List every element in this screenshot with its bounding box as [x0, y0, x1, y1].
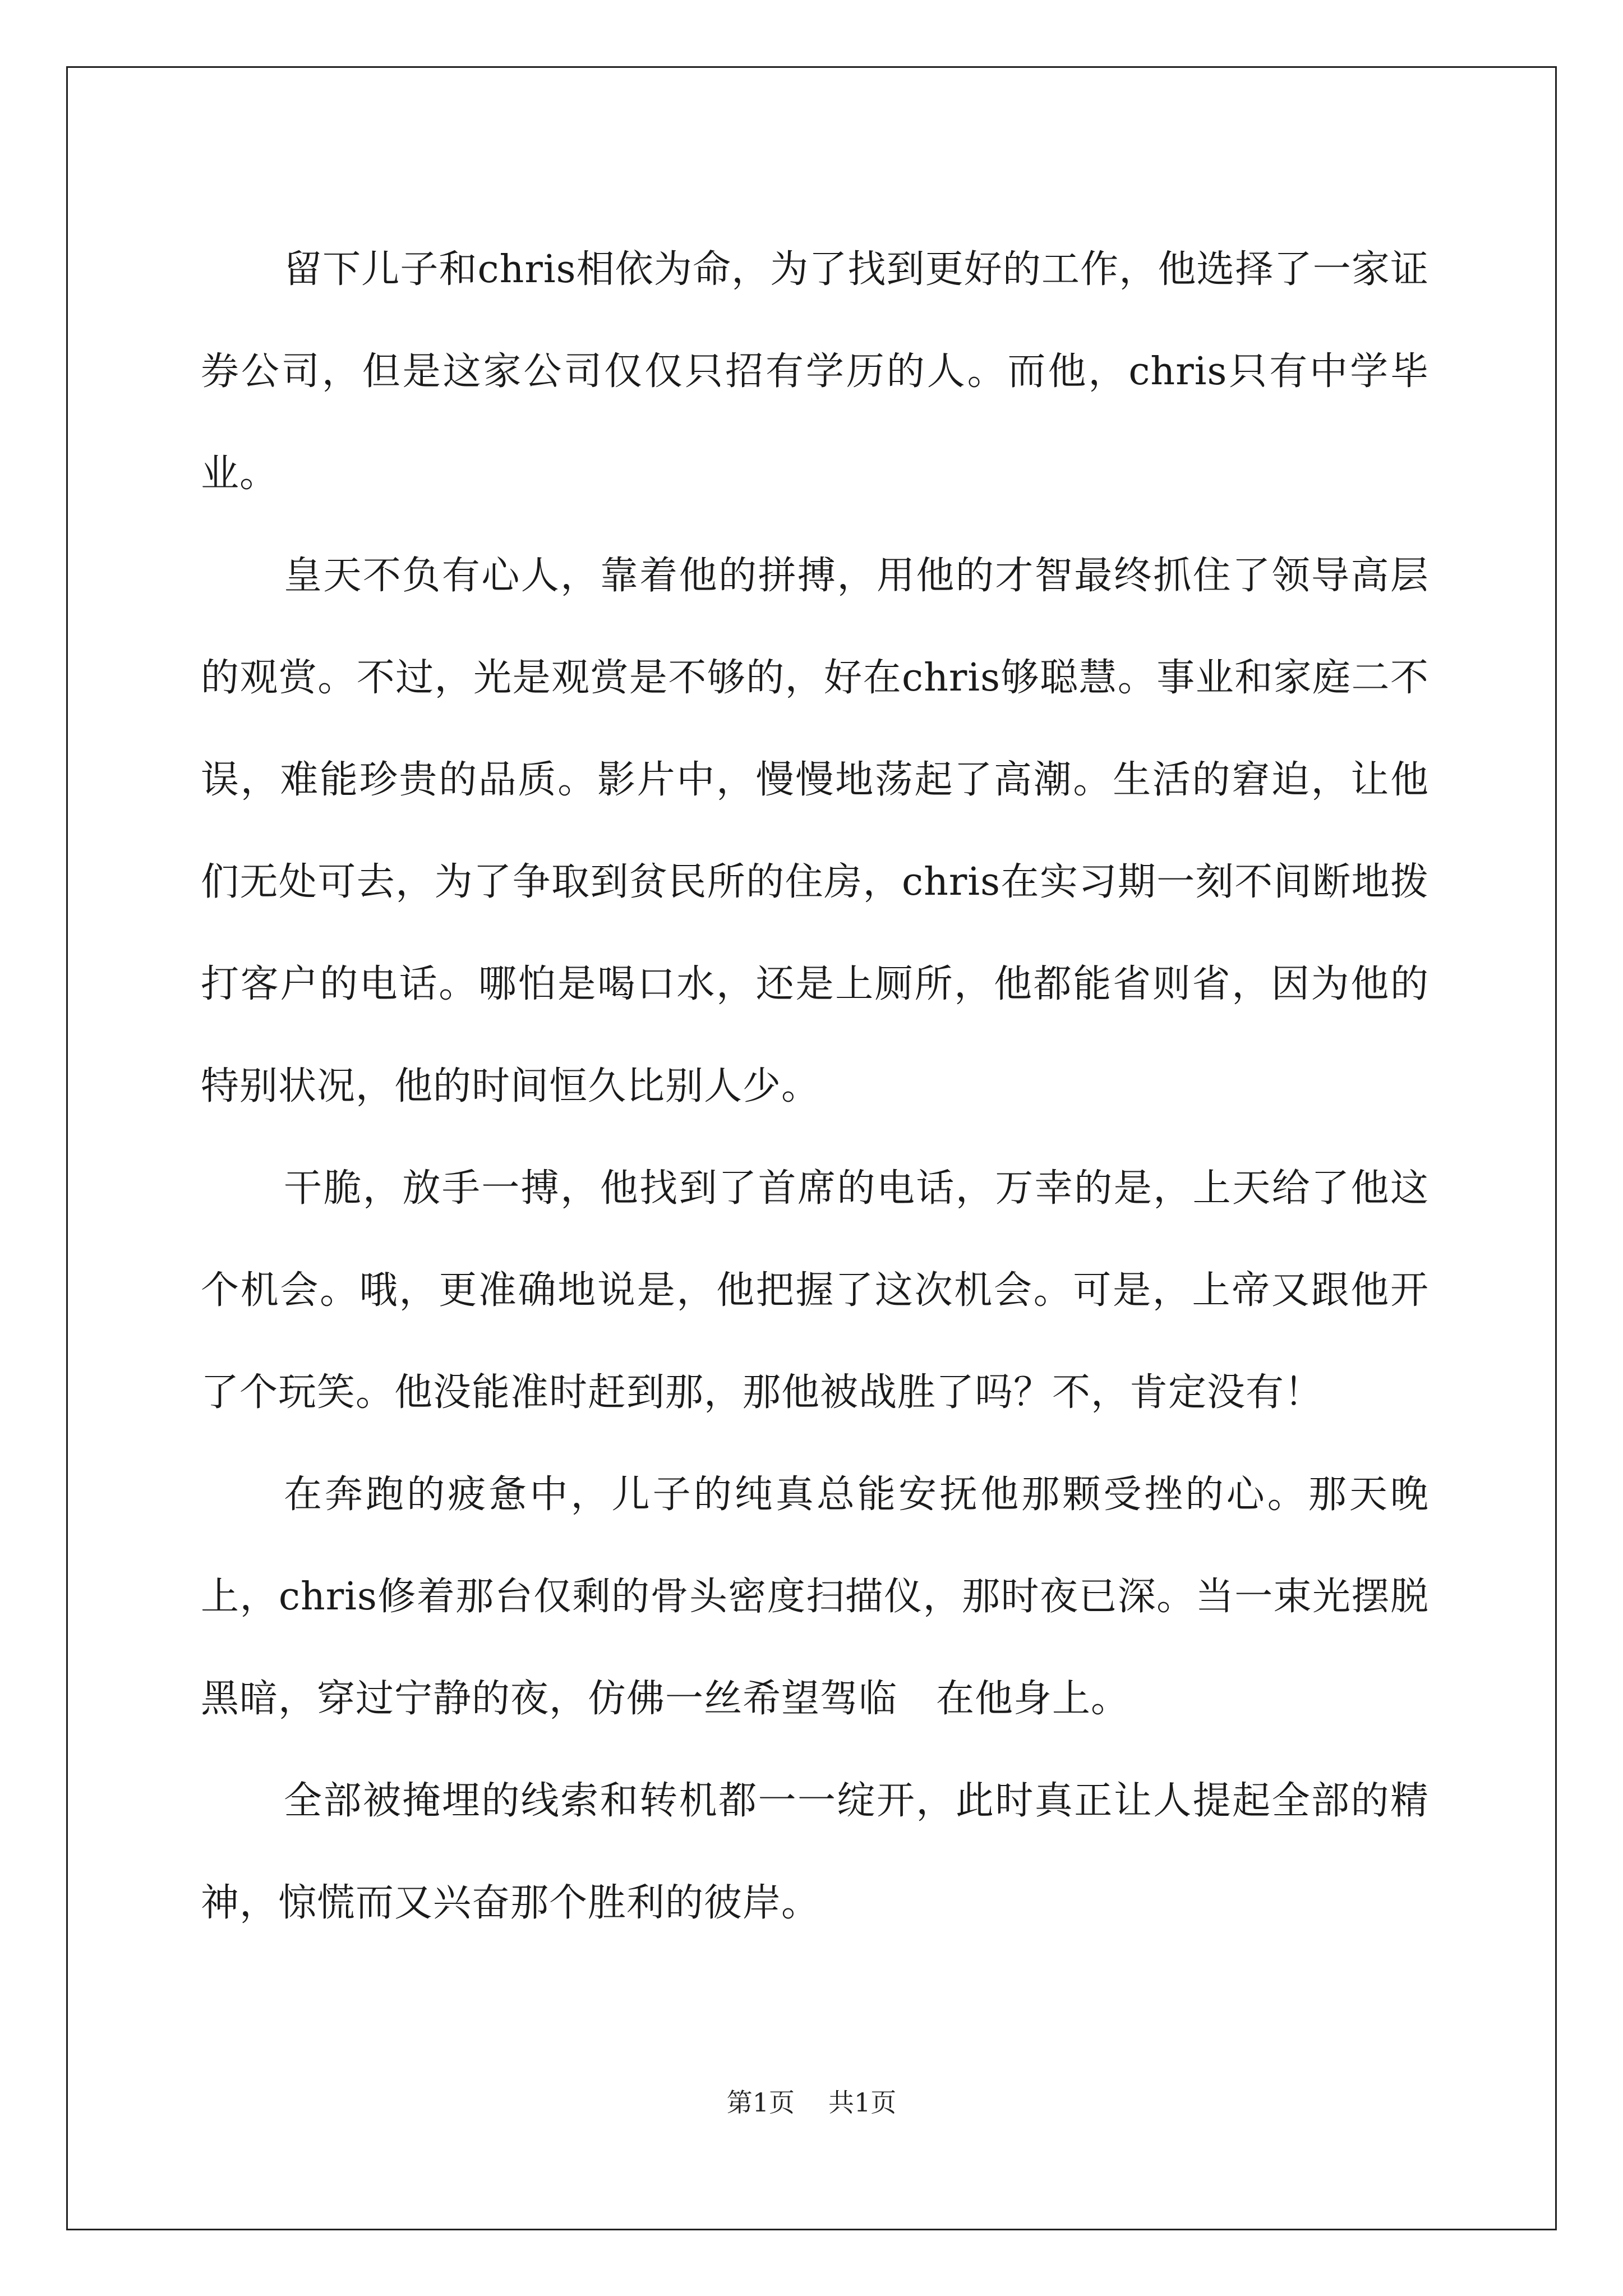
page-number: 第1页: [726, 2087, 795, 2118]
page-total: 共1页: [828, 2087, 897, 2118]
page-footer: [0, 2086, 1623, 2119]
paragraph: 干脆，放手一搏，他找到了首席的电话，万幸的是，上天给了他这个机会。哦，更准确地说是，他把握了这次机会。可是，上帝又跟他开了个玩笑。他没能准时赶到那，那他被战胜了吗？不，肯定没有！: [201, 1166, 1429, 1415]
paragraph: 在奔跑的疲惫中，儿子的纯真总能安抚他那颗受挫的心。那天晚上，chris修着那台仅剩的骨头密度扫描仪，那时夜已深。当一束光摆脱黑暗，穿过宁静的夜，仿佛一丝希望驾临 在他身上。: [201, 1473, 1429, 1721]
paragraph: 皇天不负有心人，靠着他的拼搏，用他的才智最终抓住了领导高层的观赏。不过，光是观赏是不够的，好在chris够聪慧。事业和家庭二不误，难能珍贵的品质。影片中，慢慢地荡起了高潮。生活的窘迫，让他们无处可去，为了争取到贫民所的住房，chris在实习期一刻不间断地拨打客户的电话。哪怕是喝口水，还是上厕所，他都能省则省，因为他的特别状况，他的时间恒久比别人少。: [201, 554, 1429, 1108]
document-body: [201, 219, 1429, 1954]
paragraph: 全部被掩埋的线索和转机都一一绽开，此时真正让人提起全部的精神，惊慌而又兴奋那个胜利的彼岸。: [201, 1779, 1429, 1925]
paragraph: 留下儿子和chris相依为命，为了找到更好的工作，他选择了一家证券公司，但是这家公司仅仅只招有学历的人。而他，chris只有中学毕业。: [201, 247, 1430, 496]
